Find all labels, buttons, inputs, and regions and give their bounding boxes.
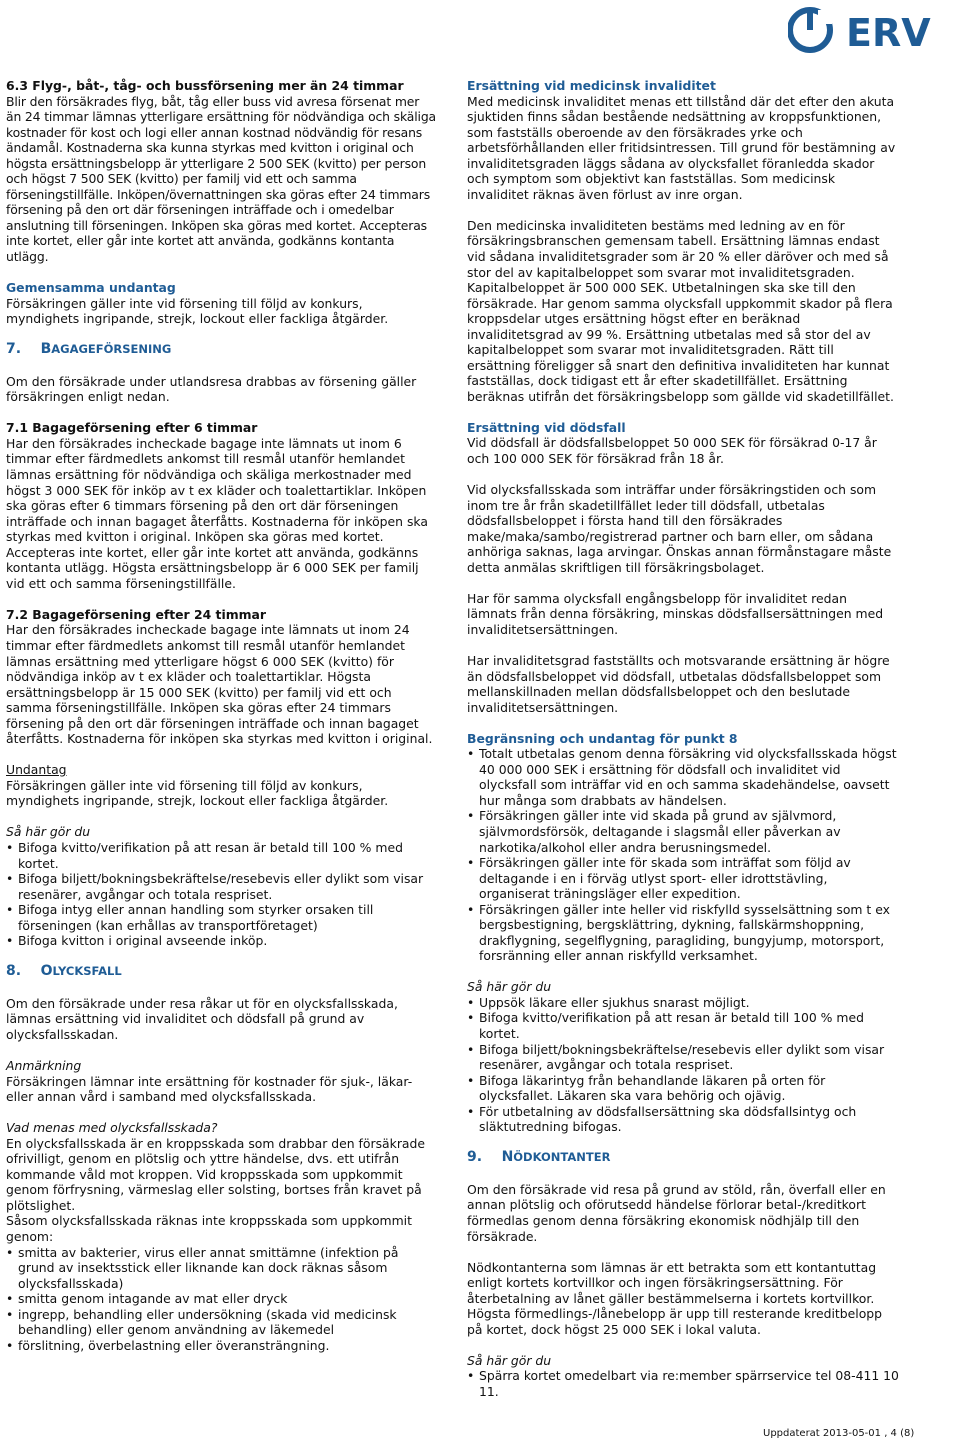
section-8-number: 8. <box>6 963 22 980</box>
gemensamma-undantag-heading: Gemensamma undantag <box>6 280 176 296</box>
list-item: • Totalt utbetalas genom denna försäkring vid olycksfallsskada högst 40 000 000 SEK i ersättning för dödsfall och invaliditet vid olycksfall som inträffar vid en och samma skadehändelse, oavsett hur många som drabbats av händelsen. <box>467 746 899 808</box>
page-footer: Uppdaterat 2013-05-01 , 4 (8) <box>763 1428 915 1439</box>
gemensamma-undantag-body: Försäkringen gäller inte vid försening till följd av konkurs, myndighets ingripande, strejk, lockout eller fackliga åtgärder. <box>6 295 389 327</box>
begransning-heading: Begränsning och undantag för punkt 8 <box>467 730 738 746</box>
list-item: • Försäkringen gäller inte för skada som inträffat som följd av deltagande i en i förväg utlyst sport- eller idrottstävling, organiserat träningsläger eller expedition. <box>467 855 899 902</box>
section-9-body-2: Nödkontanterna som lämnas är ett betrakta som ett kontantuttag enligt kortets kortvillkor och ingen försäkringsersättning. För återbetalning av lånet gäller bestämmelserna i kortets kortvillkor. Högsta förmedlings-/lånebelopp är upp till resterande kreditbelopp på kortet, dock högst 25 000 SEK i lokal valuta. <box>467 1259 883 1337</box>
vad-menas-heading: Vad menas med olycksfallsskada? <box>6 1120 218 1136</box>
sasom-list <box>6 1245 438 1354</box>
section-9-heading <box>467 1150 899 1166</box>
section-9-title-rest: ÖDKONTANTER <box>513 1150 611 1165</box>
erv-logo <box>788 6 954 54</box>
sasom-body: Såsom olycksfallsskada räknas inte kroppsskada som uppkommit genom: <box>6 1213 412 1244</box>
sa-har-heading: Så här gör du <box>467 979 552 995</box>
section-7-title-initial: B <box>40 341 52 358</box>
vad-menas-body: En olycksfallsskada är en kroppsskada som drabbar den försäkrade ofrivilligt, genom en plötslig och yttre händelse, dvs. ett utifrån kommande våld mot kroppen. Vid kroppsskada som uppkommit genom förfrysning, värmeslag eller solsting, bortses från kravet på plötslighet. <box>6 1135 425 1213</box>
section-7-2-heading: 7.2 Bagageförsening efter 24 timmar <box>6 606 267 622</box>
list-item: • Försäkringen gäller inte vid skada på grund av självmord, självmordsförsök, deltagande i slagsmål eller påverkan av narkotika/alkohol eller andra berusningsmedel. <box>467 808 899 855</box>
right-column <box>467 78 899 1415</box>
begransning-list <box>467 746 899 964</box>
erv-logo-text: ERV <box>846 11 931 54</box>
section-9-title-initial: N <box>501 1149 514 1166</box>
section-9-body-1: Om den försäkrade vid resa på grund av stöld, rån, överfall eller en annan plötslig och oförutsedd händelse förlorar betal-/kreditkort förmedlas genom denna försäkring ekonomisk nödhjälp till den försäkrade. <box>467 1181 886 1244</box>
dodsfall-body-4: Har invaliditetsgrad fastställts och motsvarande ersättning är högre än dödsfallsbeloppet vid dödsfall, utbetalas dödsfallsbeloppet som mellanskillnaden mellan dödsfallsbeloppet och den beslutade invaliditetsersättningen. <box>467 653 890 715</box>
list-item: • Försäkringen gäller inte heller vid riskfylld sysselsättning som t ex bergsbestigning, bergsklättring, dykning, fallskärmshoppning, drakflygning, segelflygning, paragliding, bungyjump, motorsport, forsränning eller annan riskfylld verksamhet. <box>467 902 899 964</box>
section-7-intro: Om den försäkrade under utlandsresa drabbas av försening gäller försäkringen enligt nedan. <box>6 373 417 405</box>
list-item: • smitta genom intagande av mat eller dryck <box>6 1291 438 1307</box>
sa-har-list <box>6 840 438 949</box>
section-7-1-body: Har den försäkrades incheckade bagage inte lämnats ut inom 6 timmar efter färdmedlets ankomst till resmål utanför hemlandet lämnas ersättning för nödvändiga och skäliga merkostnader med högst 3 000 SEK för inköp av t ex kläder och toalettartiklar. Inköpen ska göras efter 6 timmars försening på den ort där förseningen inträffade och innan bagaget återfåtts. Kostnaderna för inköpen ska styrkas med kvitton i original. Inköpen ska göras med kortet. Accepteras inte kortet, eller går inte kortet att använda, godkänns kontanta utlägg. Högsta ersättningsbelopp är 6 000 SEK per familj vid ett och samma förseningstillfälle. <box>6 435 428 591</box>
medicinsk-invaliditet-body-1: Med medicinsk invaliditet menas ett tillstånd där det efter den akuta sjuktiden finns sådan bestående nedsättning av kroppsfunktionen, som fastställs oberoende av den försäkrades yrke och arbetsförhållanden eller fritidsintressen. Till grund för bestämning av invaliditetsgraden läggs sådana av olycksfallet föranledda skador och symptom som objektivt kan fastställas. Som medicinsk invaliditet räknas även förlust av inre organ. <box>467 93 896 202</box>
anmarkning-body: Försäkringen lämnar inte ersättning för kostnader för sjuk-, läkar- eller annan vård i samband med olycksfallsskada. <box>6 1073 413 1105</box>
list-item: • Bifoga läkarintyg från behandlande läkaren på orten för olycksfallet. Läkaren ska vara behörig och ojävig. <box>467 1073 899 1104</box>
dodsfall-heading: Ersättning vid dödsfall <box>467 419 626 435</box>
sa-har-heading: Så här gör du <box>6 824 91 840</box>
section-7-number: 7. <box>6 341 22 358</box>
medicinsk-invaliditet-heading: Ersättning vid medicinsk invaliditet <box>467 78 716 93</box>
section-7-1-heading: 7.1 Bagageförsening efter 6 timmar <box>6 420 258 436</box>
list-item: • Bifoga biljett/bokningsbekräftelse/resebevis eller dylikt som visar resenärer, avgångar och totala respriset. <box>467 1042 899 1073</box>
section-8-intro: Om den försäkrade under resa råkar ut för en olycksfallsskada, lämnas ersättning vid invaliditet och dödsfall på grund av olycksfallsskadan. <box>6 995 398 1042</box>
section-7-2-body: Har den försäkrades incheckade bagage inte lämnats ut inom 24 timmar efter färdmedlets ankomst till resmål utanför hemlandet lämnas ersättning med ytterligare högst 6 000 SEK (kvitto) för nödvändiga inköp av t ex kläder och toalettartiklar. Högsta ersättningsbelopp är 15 000 SEK (kvitto) per familj vid ett och samma förseningstillfälle. Inköpen ska göras efter 24 timmars försening på den ort där förseningen inträffade och innan bagaget återfåtts. Kostnaderna för inköpen ska styrkas med kvitton i original. <box>6 622 433 747</box>
section-8-title-rest: LYCKSFALL <box>52 964 122 979</box>
list-item: • För utbetalning av dödsfallsersättning ska dödsfallsintyg och släktutredning bifogas. <box>467 1104 899 1135</box>
section-9-number: 9. <box>467 1149 483 1166</box>
list-item: • Bifoga intyg eller annan handling som styrker orsaken till förseningen (kan erhållas av transportföretaget) <box>6 902 438 933</box>
list-item: • Bifoga kvitton i original avseende inköp. <box>6 933 438 949</box>
list-item: • Bifoga kvitto/verifikation på att resan är betald till 100 % med kortet. <box>467 1010 899 1041</box>
section-7-title-rest: AGAGEFÖRSENING <box>51 342 172 357</box>
sa-har-list <box>467 995 899 1135</box>
left-column <box>6 78 438 1369</box>
section-8-heading <box>6 964 438 980</box>
list-item: • ingrepp, behandling eller undersökning (skada vid medicinsk behandling) eller genom användning av läkemedel <box>6 1307 438 1338</box>
sa-har-heading-2: Så här gör du <box>467 1352 552 1368</box>
undantag-body: Försäkringen gäller inte vid försening till följd av konkurs, myndighets ingripande, strejk, lockout eller fackliga åtgärder. <box>6 777 389 809</box>
section-6-3-body: Blir den försäkrades flyg, båt, tåg eller buss vid avresa försenat mer än 24 timmar lämnas ytterligare ersättning för nödvändiga och skäliga kostnader för kost och logi eller annan kostnad nödvändig för resans ändamål. Kostnaderna ska kunna styrkas med kvitton i original och högsta ersättningsbelopp är ytterligare 2 500 SEK (kvitto) per person och högst 7 500 SEK (kvitto) per familj vid ett och samma förseningstillfälle. Inköpen/övernattningen ska göras efter 24 timmars försening på den ort där förseningen inträffade och i omedelbar anslutning till förseningen. Inköpen ska göras med kortet. Accepteras inte kortet, eller går inte kortet att använda, godkänns kontanta utlägg. <box>6 93 436 265</box>
list-item: • Uppsök läkare eller sjukhus snarast möjligt. <box>467 995 899 1011</box>
anmarkning-heading: Anmärkning <box>6 1057 82 1073</box>
section-7-heading <box>6 342 438 358</box>
list-item: • Bifoga kvitto/verifikation på att resan är betald till 100 % med kortet. <box>6 840 438 871</box>
section-6-3-heading: 6.3 Flyg-, båt-, tåg- och bussförsening mer än 24 timmar <box>6 78 404 93</box>
undantag-heading: Undantag <box>6 762 67 778</box>
list-item: • smitta av bakterier, virus eller annat smittämne (infektion på grund av insektsstick eller liknande kan dock räknas såsom olycksfallsskada) <box>6 1245 438 1292</box>
list-item: • förslitning, överbelastning eller överansträngning. <box>6 1338 438 1354</box>
list-item: • Spärra kortet omedelbart via re:member spärrservice tel 08-411 10 11. <box>467 1368 899 1399</box>
section-8-title-initial: O <box>40 963 53 980</box>
dodsfall-body-3: Har för samma olycksfall engångsbelopp för invaliditet redan lämnats från denna försäkring, minskas dödsfallsersättningen med invaliditetsersättningen. <box>467 590 884 637</box>
list-item: • Bifoga biljett/bokningsbekräftelse/resebevis eller dylikt som visar resenärer, avgångar och totala respriset. <box>6 871 438 902</box>
dodsfall-body-1: Vid dödsfall är dödsfallsbeloppet 50 000 SEK för försäkrad 0-17 år och 100 000 SEK för försäkrad från 18 år. <box>467 435 877 467</box>
sa-har-list-2 <box>467 1368 899 1399</box>
erv-logo-mark <box>788 6 954 54</box>
medicinsk-invaliditet-body-2: Den medicinska invaliditeten bestäms med ledning av en för försäkringsbranschen gemensam tabell. Ersättning lämnas endast vid sådana invaliditetsgrader som är 20 % eller däröver och med så stor del av kapitalbeloppet som svarar mot invaliditetsgraden. Kapitalbeloppet är 500 000 SEK. Utbetalningen ska ske till den försäkrade. Har genom samma olycksfall uppkommit skador på flera kroppsdelar utges ersättning högst efter en beräknad invaliditetsgrad av 99 %. Ersättning utbetalas med så stor del av kapitalbeloppet som svarar mot invaliditetsgraden. Rätt till ersättning föreligger så snart den definitiva invaliditeten har kunnat fastställas, dock tidigast ett år efter skadetillfället. Ersättning beräknas utifrån det försäkringsbelopp som gällde vid skadetillfället. <box>467 217 894 404</box>
dodsfall-body-2: Vid olycksfallsskada som inträffar under försäkringstiden och som inom tre år från skadetillfället leder till dödsfall, utbetalas dödsfallsbeloppet i första hand till den försäkrades make/maka/sambo/registrerad partner och barn eller, om sådana anhöriga saknas, laga arvingar. Önskas annan förmånstagare måste detta anmälas skriftligen till försäkringsbolaget. <box>467 482 892 575</box>
